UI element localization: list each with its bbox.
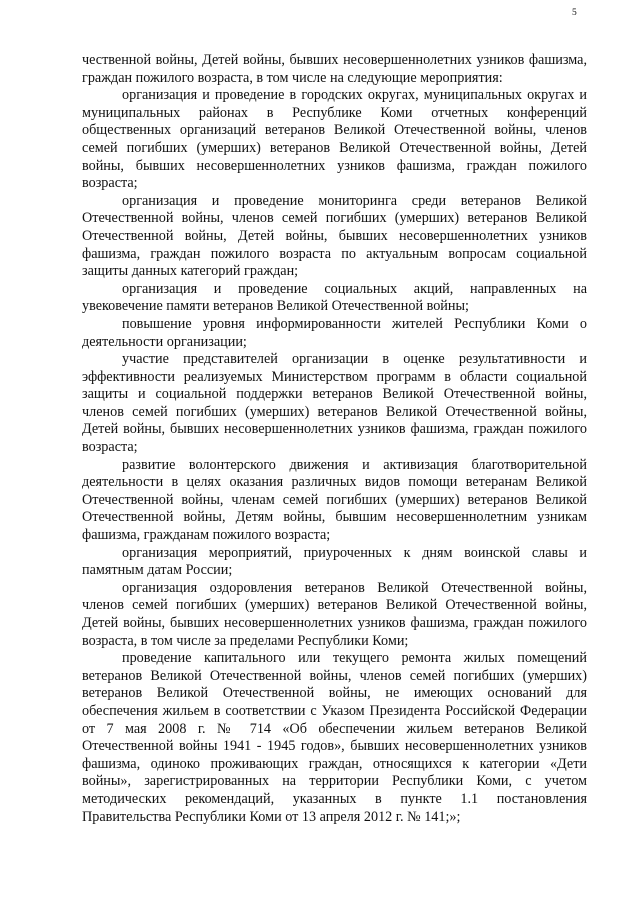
paragraph-awareness: повышение уровня информированности жителей Республики Коми о деятельности организации; (82, 315, 587, 350)
page-number: 5 (572, 8, 577, 18)
paragraph-social-actions: организация и проведение социальных акций, направленных на увековечение памяти ветеранов Великой Отечественной войны; (82, 280, 587, 315)
paragraph-program-evaluation: участие представителей организации в оценке результативности и эффективности реализуемых Министерством программ в области социальной защиты и социальной поддержки ветеранов Великой Отечественной войны, членов семей погибших (умерших) ветеранов Великой Отечественной войны, Детей войны, бывших несовершеннолетних узников фашизма, граждан пожилого возраста; (82, 351, 587, 456)
paragraph-memorial-events: организация мероприятий, приуроченных к дням воинской славы и памятным датам России; (82, 544, 587, 579)
paragraph-continuation: чественной войны, Детей войны, бывших несовершеннолетних узников фашизма, граждан пожилого возраста, в том числе на следующие мероприятия: (82, 52, 587, 86)
document-body (82, 52, 587, 826)
paragraph-reporting-conferences: организация и проведение в городских округах, муниципальных округах и муниципальных районах в Республике Коми отчетных конференций общественных организаций ветеранов Великой Отечественной войны, членов семей погибших (умерших) ветеранов Великой Отечественной войны, Детей войны, бывших несовершеннолетних узников фашизма, граждан пожилого возраста; (82, 87, 587, 192)
paragraph-health-improvement: организация оздоровления ветеранов Великой Отечественной войны, членов семей погибших (умерших) ветеранов Великой Отечественной войны, Детей войны, бывших несовершеннолетних узников фашизма, граждан пожилого возраста, в том числе за пределами Республики Коми; (82, 579, 587, 649)
paragraph-monitoring: организация и проведение мониторинга среди ветеранов Великой Отечественной войны, членов семей погибших (умерших) ветеранов Великой Отечественной войны, Детей войны, бывших несовершеннолетних узников фашизма, граждан пожилого возраста по актуальным вопросам социальной защиты данных категорий граждан; (82, 192, 587, 280)
paragraph-housing-repair: проведение капитального или текущего ремонта жилых помещений ветеранов Великой Отечественной войны, членов семей погибших (умерших) ветеранов Великой Отечественной войны, не имеющих оснований для обеспечения жильем в соответствии с Указом Президента Российской Федерации от 7 мая 2008 г. № 714 «Об обеспечении жильем ветеранов Великой Отечественной войны 1941 - 1945 годов», бывших несовершеннолетних узников фашизма, одиноко проживающих граждан, относящихся к категории «Дети войны», зарегистрированных на территории Республики Коми, с учетом методических рекомендаций, указанных в пункте 1.1 постановления Правительства Республики Коми от 13 апреля 2012 г. № 141;»; (82, 650, 587, 825)
paragraph-volunteering: развитие волонтерского движения и активизация благотворительной деятельности в целях оказания различных видов помощи ветеранам Великой Отечественной войны, членам семей погибших (умерших) ветеранов Великой Отечественной войны, Детям войны, бывшим несовершеннолетним узникам фашизма, гражданам пожилого возраста; (82, 456, 587, 544)
